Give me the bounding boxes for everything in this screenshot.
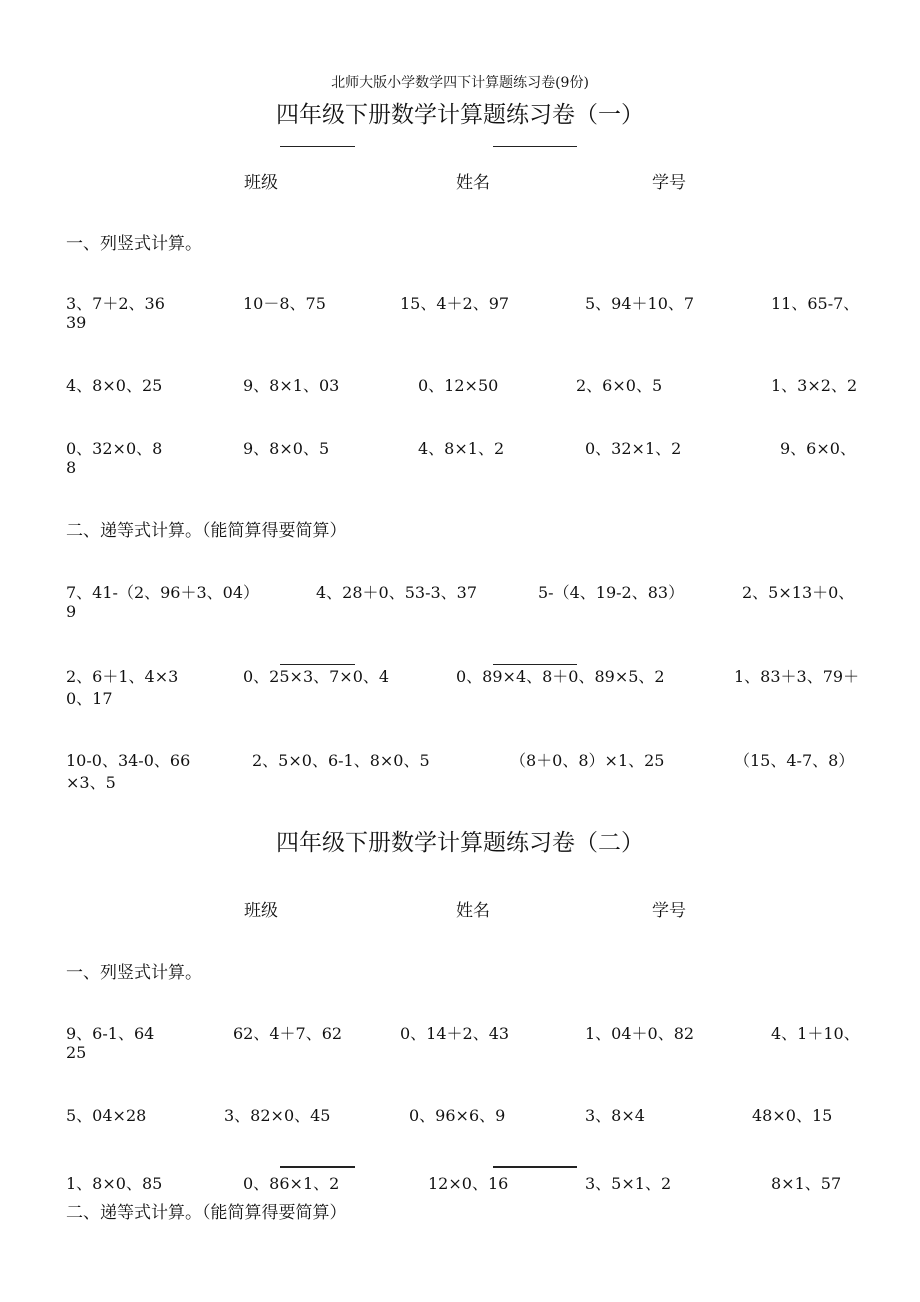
problem: 2、5×13＋0、 [742,583,855,602]
problem: 0、89×4、8＋0、89×5、2 [456,667,665,686]
problem: 0、12×50 [418,376,499,395]
problem: 0、86×1、2 [243,1174,340,1193]
problem: 5、04×28 [66,1106,147,1125]
problem: 0、25×3、7×0、4 [243,667,390,686]
problem-continuation: 25 [66,1043,87,1062]
problem-continuation: 8 [66,458,77,477]
paper2-title: 四年级下册数学计算题练习卷（二） [276,830,644,856]
section-heading: 二、递等式计算。（能简算得要简算） [66,1203,347,1223]
problem: 10-0、34-0、66 [66,751,191,770]
section-heading: 二、递等式计算。（能简算得要简算） [66,521,347,541]
problem: 0、32×1、2 [585,439,682,458]
problem: 4、8×0、25 [66,376,163,395]
blank-line [493,146,577,147]
problem: 4、1＋10、 [771,1024,860,1043]
problem: 9、8×1、03 [243,376,340,395]
problem: 4、28＋0、53-3、37 [316,583,478,602]
section-heading: 一、列竖式计算。 [66,234,202,254]
problem: 3、8×4 [585,1106,645,1125]
problem: 2、6×0、5 [576,376,663,395]
class-label: 班级 [244,901,278,921]
problem: 15、4＋2、97 [400,294,510,313]
problem: 2、6＋1、4×3 [66,667,179,686]
problem: （15、4-7、8） [734,751,855,770]
student-number-label: 学号 [652,901,686,921]
student-number-label: 学号 [652,173,686,193]
blank-line [280,1166,355,1168]
problem: 1、04＋0、82 [585,1024,695,1043]
problem: 62、4＋7、62 [233,1024,343,1043]
problem: 3、5×1、2 [585,1174,672,1193]
problem: （8＋0、8）×1、25 [510,751,665,770]
problem: 8×1、57 [771,1174,842,1193]
name-label: 姓名 [456,901,490,921]
problem: 0、32×0、8 [66,439,163,458]
problem: 7、41-（2、96＋3、04） [66,583,260,602]
problem-continuation: 0、17 [66,689,113,708]
problem: 12×0、16 [428,1174,509,1193]
problem: 1、83＋3、79＋ [734,667,860,686]
problem-continuation: ×3、5 [66,773,116,792]
blank-line [280,146,355,147]
problem-continuation: 9 [66,602,77,621]
problem: 0、14＋2、43 [400,1024,510,1043]
problem: 1、3×2、2 [771,376,858,395]
problem: 2、5×0、6-1、8×0、5 [252,751,430,770]
name-label: 姓名 [456,173,490,193]
problem: 5、94＋10、7 [585,294,695,313]
problem: 48×0、15 [752,1106,833,1125]
section-heading: 一、列竖式计算。 [66,963,202,983]
blank-line [493,1166,577,1168]
problem-continuation: 39 [66,313,87,332]
problem: 9、6×0、 [780,439,856,458]
problem: 0、96×6、9 [409,1106,506,1125]
class-label: 班级 [244,173,278,193]
problem: 9、6-1、64 [66,1024,155,1043]
problem: 4、8×1、2 [418,439,505,458]
problem: 11、65-7、 [771,294,860,313]
problem: 5-（4、19-2、83） [538,583,685,602]
problem: 10－8、75 [243,294,326,313]
problem: 3、7＋2、36 [66,294,165,313]
header-note: 北师大版小学数学四下计算题练习卷(9份) [331,75,589,91]
problem: 1、8×0、85 [66,1174,163,1193]
problem: 3、82×0、45 [224,1106,331,1125]
problem: 9、8×0、5 [243,439,330,458]
paper1-title: 四年级下册数学计算题练习卷（一） [276,102,644,128]
